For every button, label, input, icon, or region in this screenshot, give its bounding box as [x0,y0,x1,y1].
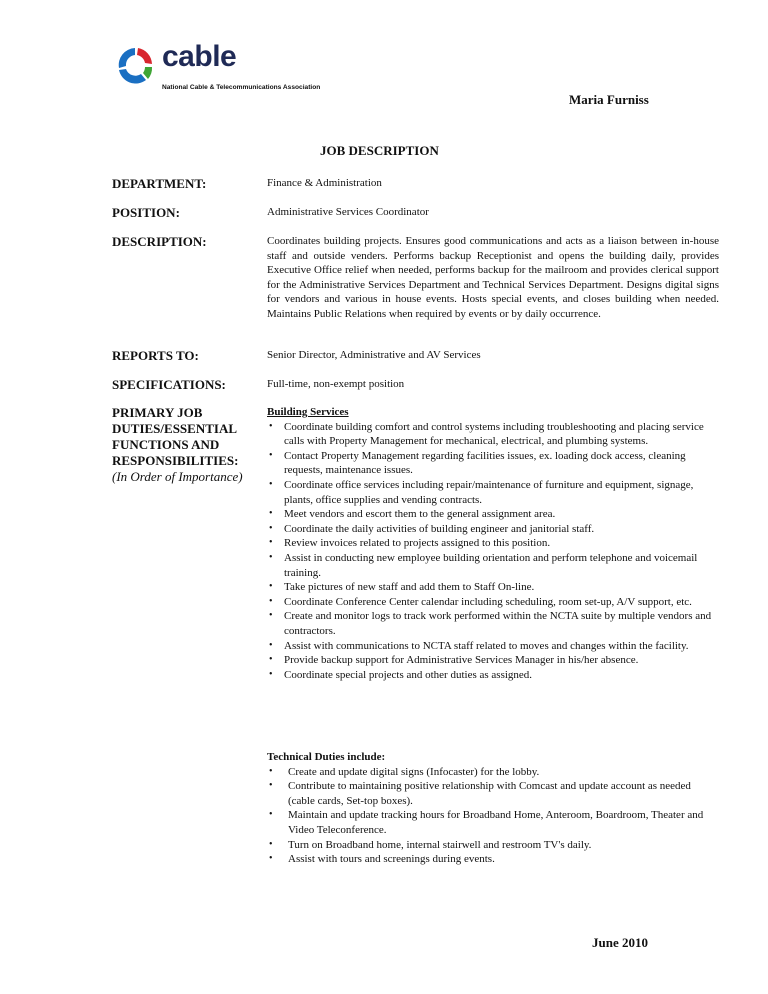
primary-label-line-1: PRIMARY JOB [112,405,203,420]
list-item-text: Contribute to maintaining positive relationship with Comcast and update account as needed (cable cards, Set-top boxes). [288,780,691,807]
primary-label-note: (In Order of Importance) [112,469,243,484]
list-item-text: Maintain and update tracking hours for Broadband Home, Anteroom, Boardroom, Theater and Video Teleconference. [288,809,704,836]
reports-to-value: Senior Director, Administrative and AV Services [267,349,481,361]
bullet-icon: • [269,420,273,432]
bullet-icon: • [269,654,273,666]
list-item-text: Turn on Broadband home, internal stairwell and restroom TV's daily. [288,838,592,851]
bullet-icon: • [269,610,273,622]
technical-duties-heading: Technical Duties include: [267,751,386,763]
bullet-icon: • [269,551,273,563]
primary-label-line-2: DUTIES/ESSENTIAL [112,421,237,436]
building-services-list [267,420,717,683]
description-value: Coordinates building projects. Ensures good communications and acts as a liaison between in-house staff and outside venders. Performs backup Receptionist and opens the building daily, provides Executive Office relief when needed, performs backup for the mailroom and provides clerical support for the Administrative Services Department and Technical Services Department. Designs digital signs for vendors and various in house events. Hosts special events, and closes building when needed. Maintains Public Relations when required by events or by daily occurrence. [267,235,719,320]
list-item [267,852,717,867]
list-item [267,808,717,837]
bullet-icon: • [269,522,273,534]
list-item [267,536,717,551]
list-item-text: Coordinate special projects and other duties as assigned. [284,668,533,681]
bullet-icon: • [269,765,273,777]
list-item [267,522,717,537]
cable-swirl-icon [112,42,158,88]
list-item-text: Coordinate building comfort and control systems including troubleshooting and placing service calls with Property Management for mechanical, electrical, and plumbing systems. [284,420,704,448]
list-item [267,653,717,668]
bullet-icon: • [269,853,273,865]
logo-wordmark: cable [162,40,237,73]
list-item-text: Provide backup support for Administrative Services Manager in his/her absence. [284,654,639,667]
technical-duties-section [267,750,717,867]
bullet-icon: • [269,581,273,593]
description-label: DESCRIPTION: [112,234,207,249]
list-item [267,668,717,683]
list-item [267,580,717,595]
list-item-text: Create and update digital signs (Infocaster) for the lobby. [288,765,540,778]
list-item-text: Assist with communications to NCTA staff related to moves and changes within the facility. [284,639,689,652]
bullet-icon: • [269,449,273,461]
list-item [267,507,717,522]
primary-label-line-3: FUNCTIONS AND [112,437,220,452]
document-date: June 2010 [592,935,648,950]
bullet-icon: • [269,668,273,680]
list-item [267,478,717,507]
primary-label-line-4: RESPONSIBILITIES: [112,453,239,468]
list-item-text: Review invoices related to projects assigned to this position. [284,537,551,550]
building-services-heading: Building Services [267,406,349,418]
technical-duties-list [267,765,717,867]
list-item [267,765,717,780]
bullet-icon: • [269,537,273,549]
author-name: Maria Furniss [569,92,649,107]
ncta-logo [112,42,372,98]
list-item [267,838,717,853]
specifications-label: SPECIFICATIONS: [112,377,226,392]
bullet-icon: • [269,809,273,821]
list-item [267,449,717,478]
reports-to-label: REPORTS TO: [112,348,199,363]
bullet-icon: • [269,838,273,850]
department-value: Finance & Administration [267,177,382,189]
bullet-icon: • [269,508,273,520]
list-item [267,420,717,449]
specifications-value: Full-time, non-exempt position [267,378,405,390]
position-value: Administrative Services Coordinator [267,206,429,218]
list-item-text: Contact Property Management regarding facilities issues, ex. loading dock access, cleaning requests, maintenance issues. [284,449,686,477]
list-item-text: Coordinate Conference Center calendar including scheduling, room set-up, A/V support, etc. [284,595,692,608]
bullet-icon: • [269,595,273,607]
building-services-section [267,405,717,682]
list-item-text: Take pictures of new staff and add them to Staff On-line. [284,581,535,594]
logo-subtitle: National Cable & Telecommunications Association [162,84,321,91]
list-item-text: Meet vendors and escort them to the general assignment area. [284,508,556,521]
list-item-text: Coordinate the daily activities of building engineer and janitorial staff. [284,522,595,535]
list-item-text: Assist in conducting new employee building orientation and perform telephone and voicemail training. [284,551,698,579]
document-title: JOB DESCRIPTION [320,143,439,158]
bullet-icon: • [269,478,273,490]
primary-duties-label [112,405,243,485]
list-item-text: Coordinate office services including repair/maintenance of furniture and equipment, signage, plants, office supplies and vending contracts. [284,478,694,506]
department-label: DEPARTMENT: [112,176,207,191]
list-item [267,609,717,638]
list-item [267,595,717,610]
list-item [267,779,717,808]
list-item [267,639,717,654]
list-item-text: Create and monitor logs to track work performed within the NCTA suite by multiple vendors and contractors. [284,610,712,637]
list-item-text: Assist with tours and screenings during events. [288,853,495,866]
bullet-icon: • [269,639,273,651]
bullet-icon: • [269,780,273,792]
position-label: POSITION: [112,205,180,220]
list-item [267,551,717,580]
